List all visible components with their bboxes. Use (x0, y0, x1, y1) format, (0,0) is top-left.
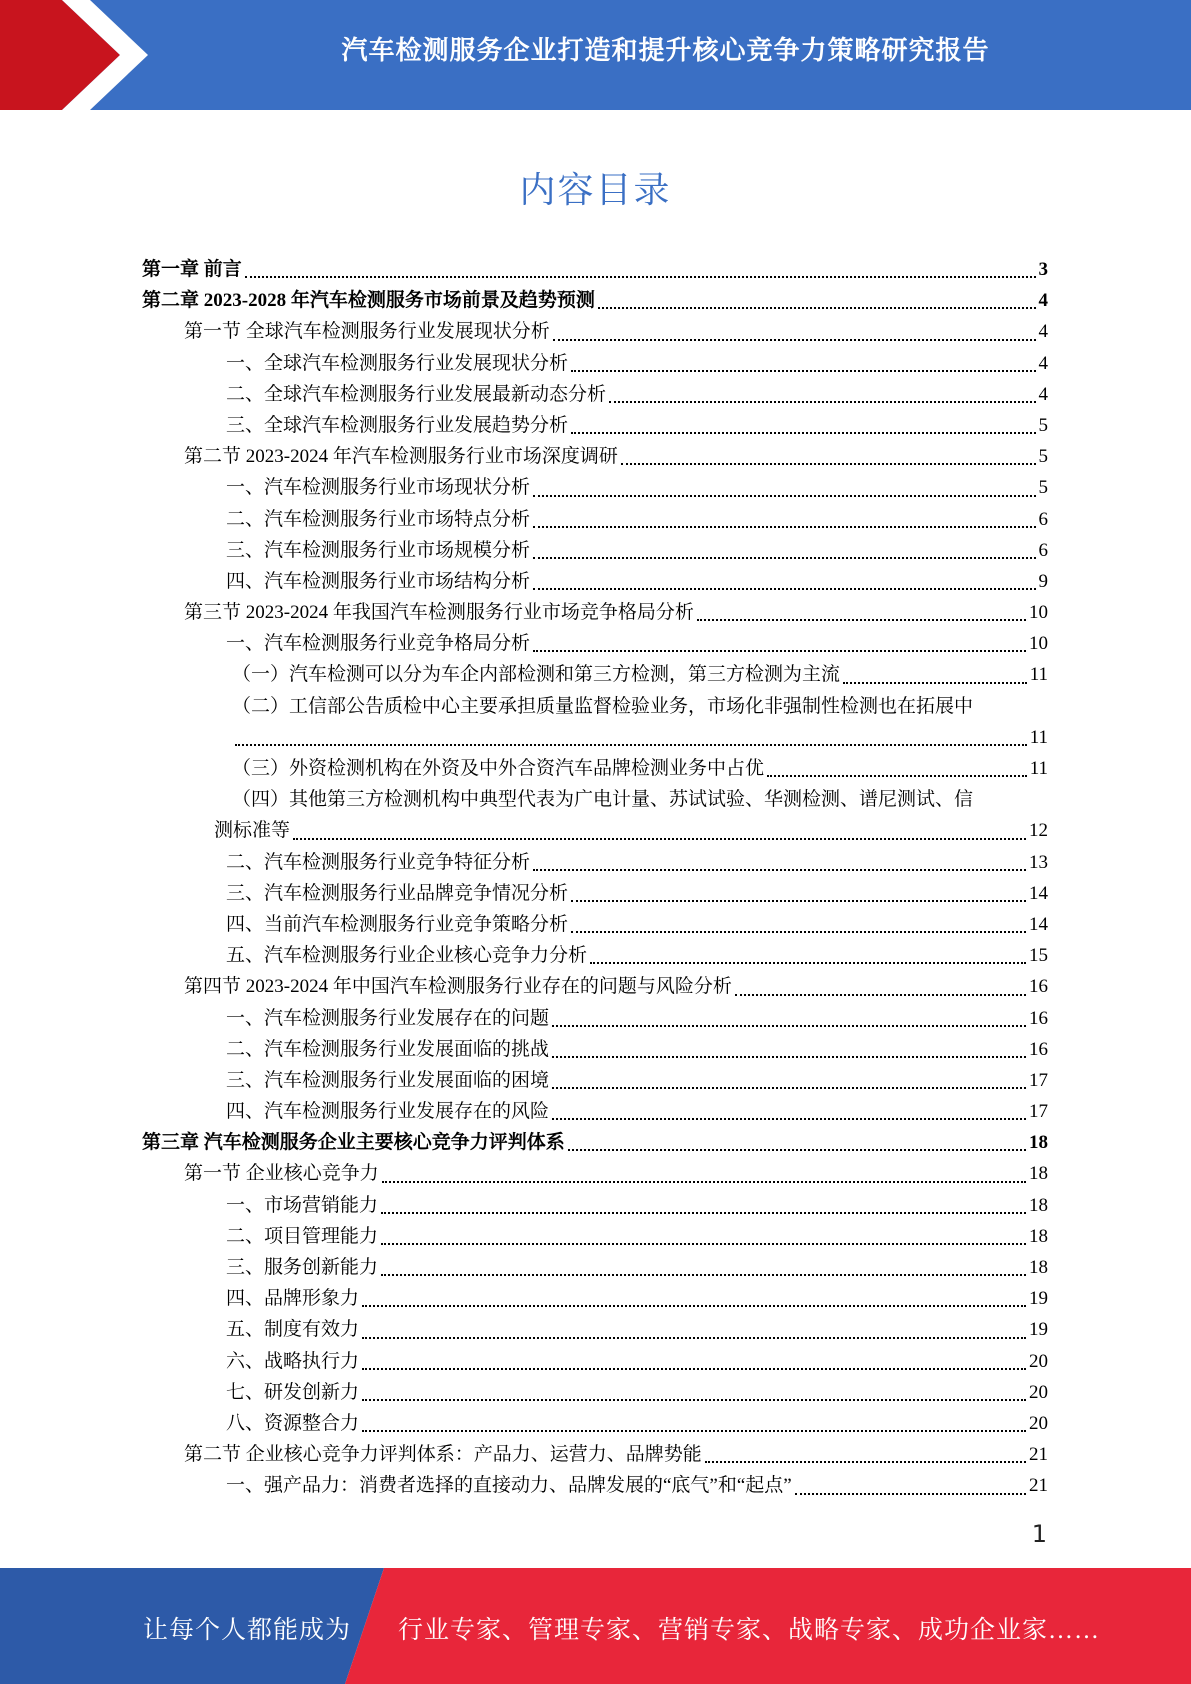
toc-leader-dots (362, 1430, 1026, 1432)
toc-entry-text-cont[interactable]: 测标准等 (214, 820, 291, 842)
toc-entry[interactable] (142, 1283, 1048, 1314)
toc-leader-dots (533, 557, 1035, 559)
toc-entry[interactable] (142, 535, 1048, 566)
toc-leader-dots (705, 1461, 1026, 1463)
toc-leader-dots (571, 931, 1026, 933)
toc-entry-text[interactable]: 一、汽车检测服务行业发展存在的问题 (226, 1007, 550, 1029)
toc-entry[interactable] (142, 1314, 1048, 1345)
toc-entry-text[interactable]: 五、制度有效力 (226, 1319, 360, 1341)
toc-entry-page[interactable]: 4 (1038, 290, 1048, 312)
toc-entry[interactable] (142, 909, 1048, 940)
toc-entry[interactable] (142, 1470, 1048, 1501)
toc-entry-page[interactable]: 6 (1038, 508, 1048, 530)
toc-leader-dots (533, 495, 1035, 497)
toc-entry-text[interactable]: 第二节 2023-2024 年汽车检测服务行业市场深度调研 (184, 446, 618, 468)
toc-entry-page[interactable]: 14 (1029, 913, 1048, 935)
toc-leader-dots (553, 339, 1036, 341)
toc-entry-text[interactable]: 第一节 全球汽车检测服务行业发展现状分析 (184, 321, 550, 343)
toc-entry-page[interactable]: 19 (1029, 1319, 1048, 1341)
toc-entry[interactable] (142, 1034, 1048, 1065)
toc-entry-text[interactable]: 三、服务创新能力 (226, 1257, 379, 1278)
toc-entry-text[interactable]: 二、汽车检测服务行业发展面临的挑战 (226, 1038, 550, 1060)
toc-leader-dots (362, 1399, 1026, 1401)
toc-entry[interactable] (142, 316, 1048, 347)
toc-leader-dots (381, 1243, 1026, 1245)
toc-leader-dots (362, 1337, 1026, 1339)
toc-leader-dots (568, 1149, 1026, 1151)
toc-entry[interactable] (142, 1096, 1048, 1127)
toc-leader-dots (382, 1181, 1026, 1183)
toc-entry-text[interactable]: 二、项目管理能力 (226, 1225, 379, 1247)
toc-entry-text[interactable]: 四、品牌形象力 (226, 1288, 360, 1310)
toc-leader-dots (533, 650, 1026, 652)
toc-leader-dots (533, 526, 1035, 528)
toc-entry-page[interactable]: 10 (1029, 602, 1048, 624)
toc-entry[interactable] (142, 1221, 1048, 1252)
toc-entry-text[interactable]: 第二节 企业核心竞争力评判体系：产品力、运营力、品牌势能 (184, 1444, 702, 1466)
report-title: 汽车检测服务企业打造和提升核心竞争力策略研究报告 (341, 36, 990, 66)
toc-entry-continuation[interactable] (142, 722, 1048, 753)
toc-leader-dots (533, 588, 1035, 590)
toc-entry[interactable] (142, 1003, 1048, 1034)
toc-entry-text[interactable]: 八、资源整合力 (226, 1412, 360, 1434)
toc-entry[interactable] (142, 379, 1048, 410)
toc-entry-page[interactable]: 9 (1038, 570, 1048, 592)
toc-entry-page[interactable]: 5 (1038, 446, 1048, 468)
toc-entry-text[interactable]: 二、汽车检测服务行业市场特点分析 (226, 508, 531, 530)
toc-leader-dots (609, 401, 1035, 403)
toc-leader-dots (552, 1118, 1026, 1120)
toc-leader-dots (362, 1368, 1026, 1370)
toc-entry-page[interactable]: 6 (1038, 539, 1048, 561)
toc-entry-text[interactable]: 三、汽车检测服务行业品牌竞争情况分析 (226, 882, 569, 904)
toc-entry-page[interactable]: 17 (1029, 1101, 1048, 1123)
toc-entry-text[interactable]: 第三节 2023-2024 年我国汽车检测服务行业市场竞争格局分析 (184, 602, 694, 624)
toc-entry[interactable] (142, 784, 1048, 815)
toc-entry-page[interactable]: 18 (1029, 1163, 1048, 1185)
toc-entry[interactable] (142, 348, 1048, 379)
toc-leader-dots (381, 1274, 1026, 1276)
toc-entry-page[interactable]: 4 (1038, 383, 1048, 405)
toc-leader-dots (571, 370, 1035, 372)
toc-entry-text[interactable]: 一、市场营销能力 (226, 1194, 379, 1216)
toc-entry-page[interactable]: 17 (1029, 1069, 1048, 1091)
toc-entry-text[interactable]: 三、汽车检测服务行业发展面临的困境 (226, 1069, 550, 1091)
toc-leader-dots (381, 1212, 1026, 1214)
toc-entry-page[interactable]: 12 (1029, 820, 1048, 842)
toc-entry-page[interactable]: 3 (1038, 259, 1048, 280)
toc-entry-text[interactable]: 二、汽车检测服务行业竞争特征分析 (226, 851, 531, 873)
toc-leader-dots (245, 276, 1036, 278)
toc-leader-dots (598, 307, 1036, 309)
toc-entry-page[interactable]: 21 (1029, 1444, 1048, 1466)
toc-entry-text[interactable]: 四、汽车检测服务行业市场结构分析 (226, 570, 531, 592)
toc-leader-dots (552, 1025, 1026, 1027)
toc-entry[interactable] (142, 1127, 1048, 1158)
toc-entry-text[interactable]: 一、汽车检测服务行业市场现状分析 (226, 477, 531, 499)
toc-entry[interactable] (142, 1158, 1048, 1189)
toc-entry[interactable] (142, 254, 1048, 285)
toc-entry-text[interactable]: （四）其他第三方检测机构中典型代表为广电计量、苏试试验、华测检测、谱尼测试、信 (232, 789, 974, 811)
toc-leader-dots (843, 682, 1027, 684)
toc-entry-page[interactable]: 4 (1038, 321, 1048, 343)
toc-entry[interactable] (142, 971, 1048, 1002)
toc-entry[interactable] (142, 659, 1048, 690)
toc-leader-dots (552, 1087, 1026, 1089)
toc-leader-dots (362, 1305, 1026, 1307)
toc-entry-page[interactable]: 19 (1029, 1288, 1048, 1310)
toc-entry-text[interactable]: 五、汽车检测服务行业企业核心竞争力分析 (226, 945, 588, 967)
toc-entry-page[interactable]: 10 (1029, 633, 1048, 655)
toc-entry-page[interactable]: 13 (1029, 851, 1048, 873)
toc-leader-dots (621, 463, 1036, 465)
header-band (0, 0, 1191, 110)
toc-entry-page[interactable]: 11 (1029, 726, 1048, 748)
toc-entry-page[interactable]: 4 (1038, 352, 1048, 374)
toc-entry-text[interactable]: （三）外资检测机构在外资及中外合资汽车品牌检测业务中占优 (232, 758, 765, 779)
toc-entry[interactable] (142, 441, 1048, 472)
toc-entry[interactable] (142, 504, 1048, 535)
toc-entry[interactable] (142, 285, 1048, 316)
toc-entry-text[interactable]: 第四节 2023-2024 年中国汽车检测服务行业存在的问题与风险分析 (184, 976, 732, 998)
table-of-contents (142, 254, 1048, 1502)
toc-leader-dots (697, 619, 1026, 621)
toc-entry-text[interactable]: （二）工信部公告质检中心主要承担质量监督检验业务，市场化非强制性检测也在拓展中 (232, 695, 974, 717)
toc-leader-dots (235, 744, 1027, 746)
toc-entry-continuation[interactable] (142, 815, 1048, 846)
toc-entry-page[interactable]: 11 (1029, 758, 1048, 779)
toc-leader-dots (293, 838, 1026, 840)
toc-entry-text[interactable]: 三、汽车检测服务行业市场规模分析 (226, 539, 531, 561)
toc-entry-page[interactable]: 15 (1029, 945, 1048, 967)
toc-entry[interactable] (142, 1439, 1048, 1470)
toc-leader-dots (533, 869, 1026, 871)
toc-entry-text[interactable]: 第一节 企业核心竞争力 (184, 1163, 379, 1185)
toc-entry-page[interactable]: 18 (1029, 1194, 1048, 1216)
toc-entry-page[interactable]: 18 (1029, 1257, 1048, 1278)
toc-entry[interactable] (142, 940, 1048, 971)
toc-entry-text[interactable]: 四、汽车检测服务行业发展存在的风险 (226, 1101, 550, 1123)
toc-entry-text[interactable]: 一、全球汽车检测服务行业发展现状分析 (226, 352, 569, 374)
page-number: 1 (1031, 1520, 1047, 1548)
toc-entry-page[interactable]: 18 (1029, 1132, 1048, 1154)
footer-slogan-right: 行业专家、管理专家、营销专家、战略专家、成功企业家…… (398, 1617, 1101, 1644)
toc-entry-text[interactable]: 第一章 前言 (142, 259, 242, 280)
toc-entry[interactable] (142, 1190, 1048, 1221)
footer-slogan-left: 让每个人都能成为 (143, 1617, 352, 1644)
toc-entry[interactable] (142, 597, 1048, 628)
toc-entry-text[interactable]: 二、全球汽车检测服务行业发展最新动态分析 (226, 383, 607, 405)
toc-entry-page[interactable]: 18 (1029, 1225, 1048, 1247)
toc-entry[interactable] (142, 753, 1048, 784)
toc-entry-page[interactable]: 16 (1029, 1038, 1048, 1060)
toc-leader-dots (571, 432, 1035, 434)
toc-entry-text[interactable]: 六、战略执行力 (226, 1350, 360, 1372)
toc-entry-page[interactable]: 11 (1029, 664, 1048, 686)
toc-entry-page[interactable]: 16 (1029, 976, 1048, 998)
toc-entry[interactable] (142, 878, 1048, 909)
toc-entry[interactable] (142, 1377, 1048, 1408)
toc-entry[interactable] (142, 1065, 1048, 1096)
toc-entry-page[interactable]: 14 (1029, 882, 1048, 904)
toc-entry-text[interactable]: 第二章 2023-2028 年汽车检测服务市场前景及趋势预测 (142, 290, 595, 312)
toc-entry-page[interactable]: 20 (1029, 1381, 1048, 1403)
toc-leader-dots (590, 962, 1026, 964)
toc-entry-text[interactable]: 三、全球汽车检测服务行业发展趋势分析 (226, 414, 569, 436)
toc-leader-dots (571, 900, 1026, 902)
toc-entry[interactable] (142, 410, 1048, 441)
toc-leader-dots (795, 1493, 1026, 1495)
toc-entry[interactable] (142, 472, 1048, 503)
toc-entry-text[interactable]: 一、强产品力：消费者选择的直接动力、品牌发展的“底气”和“起点” (226, 1475, 792, 1497)
toc-leader-dots (552, 1056, 1026, 1058)
toc-entry-text[interactable]: 第三章 汽车检测服务企业主要核心竞争力评判体系 (142, 1132, 565, 1154)
toc-leader-dots (735, 994, 1026, 996)
toc-entry[interactable] (142, 847, 1048, 878)
toc-entry-page[interactable]: 5 (1038, 477, 1048, 499)
toc-entry-text[interactable]: 四、当前汽车检测服务行业竞争策略分析 (226, 913, 569, 935)
toc-entry[interactable] (142, 1408, 1048, 1439)
toc-entry[interactable] (142, 691, 1048, 722)
toc-entry-text[interactable]: 一、汽车检测服务行业竞争格局分析 (226, 633, 531, 655)
toc-entry[interactable] (142, 1346, 1048, 1377)
toc-entry-text[interactable]: 七、研发创新力 (226, 1381, 360, 1403)
toc-entry-page[interactable]: 21 (1029, 1475, 1048, 1497)
toc-entry[interactable] (142, 1252, 1048, 1283)
toc-heading: 内容目录 (519, 170, 672, 211)
toc-leader-dots (767, 775, 1027, 777)
toc-entry-text[interactable]: （一）汽车检测可以分为车企内部检测和第三方检测，第三方检测为主流 (232, 664, 841, 686)
toc-entry-page[interactable]: 20 (1029, 1350, 1048, 1372)
toc-entry-page[interactable]: 16 (1029, 1007, 1048, 1029)
toc-entry-page[interactable]: 5 (1038, 414, 1048, 436)
toc-entry[interactable] (142, 628, 1048, 659)
toc-entry-page[interactable]: 20 (1029, 1412, 1048, 1434)
footer-band (0, 1568, 1191, 1684)
toc-entry[interactable] (142, 566, 1048, 597)
